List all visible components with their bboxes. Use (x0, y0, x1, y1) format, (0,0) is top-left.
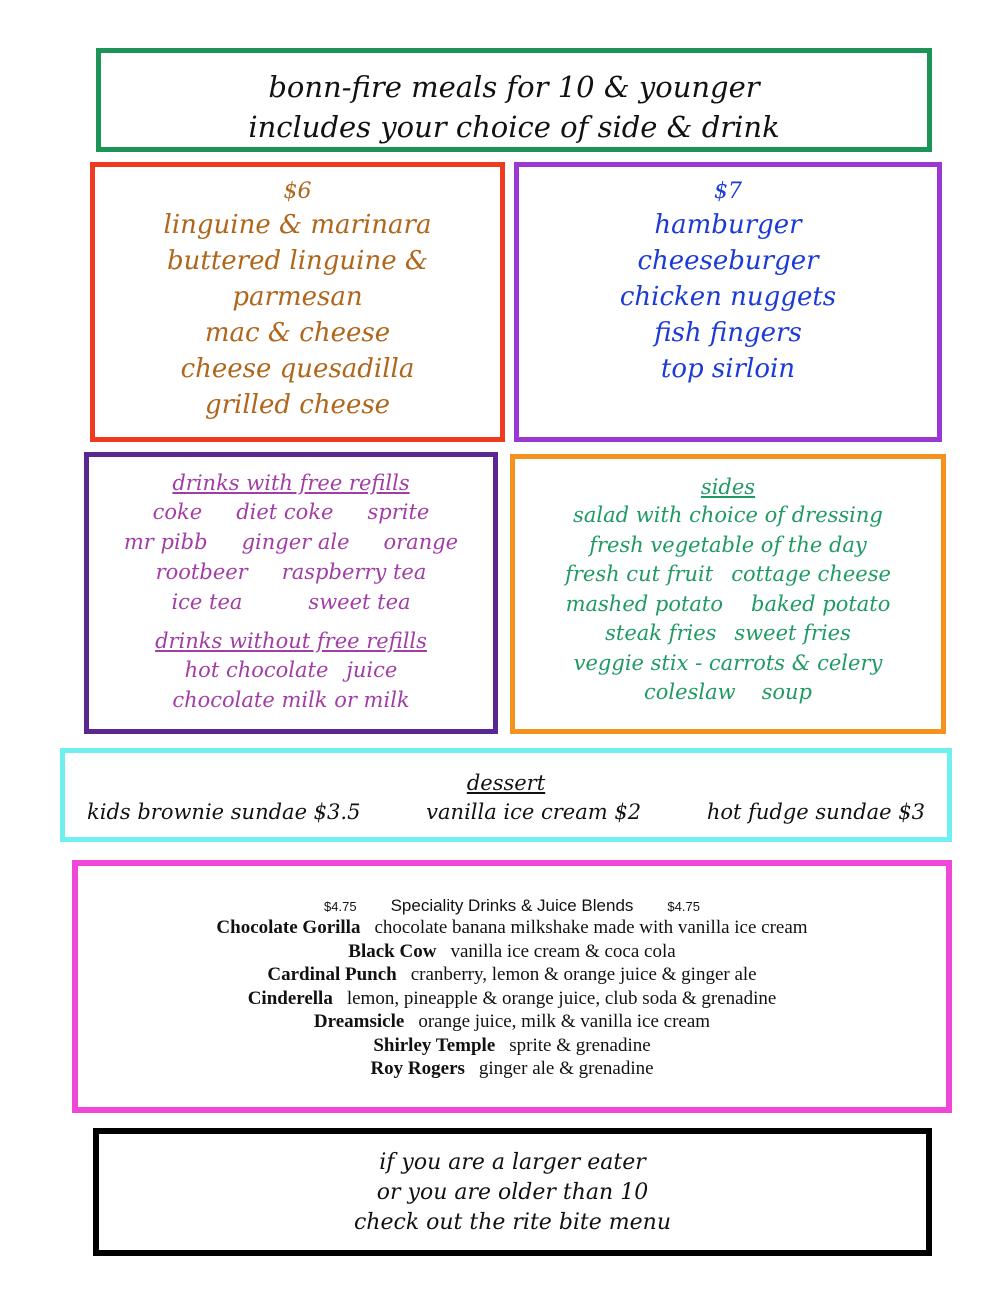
header-line-2: includes your choice of side & drink (248, 110, 780, 144)
speciality-drink-name: Chocolate Gorilla (216, 917, 361, 938)
speciality-drink (78, 1034, 946, 1058)
meal-item: hamburger (654, 210, 802, 240)
speciality-price-right: $4.75 (667, 899, 700, 914)
speciality-drink-desc: vanilla ice cream & coca cola (450, 940, 676, 962)
speciality-drink (78, 1057, 946, 1081)
drinks-section (84, 452, 498, 734)
speciality-drink-desc: lemon, pineapple & orange juice, club soda & grenadine (346, 987, 777, 1009)
side-item: mashed potato (565, 591, 724, 616)
drink-item: rootbeer (155, 560, 248, 584)
meals-6-price: $6 (283, 179, 312, 204)
side-item: salad with choice of dressing (573, 503, 883, 527)
meal-item: grilled cheese (204, 390, 391, 420)
speciality-drink-desc: sprite & grenadine (509, 1034, 651, 1056)
dessert-item: kids brownie sundae $3.5 (87, 800, 361, 824)
drink-item: mr pibb (123, 530, 208, 554)
drink-item: sweet tea (308, 590, 411, 614)
footer-line: check out the rite bite menu (353, 1210, 672, 1235)
speciality-drink-name: Roy Rogers (370, 1058, 465, 1079)
menu-header (96, 48, 932, 152)
drinks-row (89, 527, 493, 557)
speciality-drink (78, 940, 946, 964)
speciality-title: Speciality Drinks & Juice Blends (390, 896, 634, 915)
sides-heading: sides (700, 475, 756, 499)
drink-item: ice tea (171, 590, 243, 614)
drink-item: diet coke (236, 500, 334, 524)
meal-item: cheeseburger (637, 246, 819, 276)
meal-item: fish fingers (654, 318, 802, 348)
footer-line: or you are older than 10 (376, 1180, 649, 1205)
sides-row (515, 678, 941, 708)
dessert-section (60, 748, 952, 842)
side-item: baked potato (751, 591, 891, 616)
meals-6-section (90, 162, 505, 442)
side-item: veggie stix - carrots & celery (573, 650, 883, 675)
sides-section (510, 454, 946, 734)
sides-row (515, 590, 941, 620)
footer-note (93, 1128, 932, 1256)
speciality-drink-desc: orange juice, milk & vanilla ice cream (418, 1011, 711, 1032)
free-refills-heading: drinks with free refills (172, 471, 410, 495)
speciality-price-left: $4.75 (324, 899, 357, 914)
dessert-item: vanilla ice cream $2 (426, 800, 642, 824)
dessert-row (65, 797, 947, 827)
side-item: steak fries (605, 621, 717, 645)
sides-row (515, 501, 941, 531)
speciality-drink (78, 1010, 946, 1034)
drinks-row (89, 497, 493, 527)
meal-item: cheese quesadilla (180, 354, 415, 384)
drinks-row (89, 685, 493, 715)
sides-row (515, 649, 941, 679)
dessert-heading: dessert (466, 771, 546, 795)
side-item: fresh vegetable of the day (589, 532, 867, 557)
speciality-drinks-section (72, 860, 952, 1113)
sides-row (515, 619, 941, 649)
drink-item: hot chocolate (184, 658, 329, 682)
sides-row (515, 560, 941, 590)
speciality-drink-name: Shirley Temple (373, 1034, 496, 1056)
speciality-drink-desc: chocolate banana milkshake made with vanilla ice cream (374, 917, 808, 938)
speciality-drink-desc: cranberry, lemon & orange juice & ginger ale (410, 964, 757, 985)
meals-7-price: $7 (714, 179, 742, 204)
side-item: sweet fries (734, 621, 851, 645)
meals-7-section (514, 162, 942, 442)
speciality-drink (78, 987, 946, 1011)
side-item: soup (761, 680, 812, 704)
header-line-1: bonn-fire meals for 10 & younger (268, 70, 760, 104)
dessert-item: hot fudge sundae $3 (706, 800, 925, 824)
drink-item: chocolate milk or milk (172, 688, 410, 712)
drinks-row (89, 655, 493, 685)
meal-item: buttered linguine & (166, 246, 428, 276)
drink-item: raspberry tea (281, 560, 427, 584)
drinks-row (89, 587, 493, 617)
meal-item: mac & cheese (204, 318, 391, 348)
drink-item: sprite (367, 500, 430, 524)
drink-item: juice (346, 658, 398, 682)
speciality-title-row (78, 896, 946, 916)
meal-item: chicken nuggets (619, 282, 837, 312)
drinks-row (89, 557, 493, 587)
meal-item: parmesan (232, 282, 363, 312)
speciality-drink-name: Dreamsicle (313, 1011, 405, 1032)
drink-item: coke (152, 500, 203, 524)
drink-item: ginger ale (241, 530, 350, 554)
speciality-drink-name: Black Cow (348, 940, 437, 962)
speciality-drink-name: Cinderella (247, 987, 333, 1009)
no-free-refills-heading: drinks without free refills (155, 629, 427, 653)
footer-line: if you are a larger eater (379, 1150, 646, 1175)
speciality-drink-desc: ginger ale & grenadine (478, 1058, 654, 1079)
speciality-drink (78, 916, 946, 940)
side-item: coleslaw (644, 680, 736, 704)
drink-item: orange (383, 530, 459, 554)
side-item: cottage cheese (731, 562, 891, 586)
meal-item: linguine & marinara (163, 210, 432, 240)
speciality-drink-name: Cardinal Punch (267, 964, 397, 985)
meal-item: top sirloin (660, 354, 796, 384)
side-item: fresh cut fruit (565, 562, 714, 586)
sides-row (515, 531, 941, 561)
speciality-drink (78, 963, 946, 987)
